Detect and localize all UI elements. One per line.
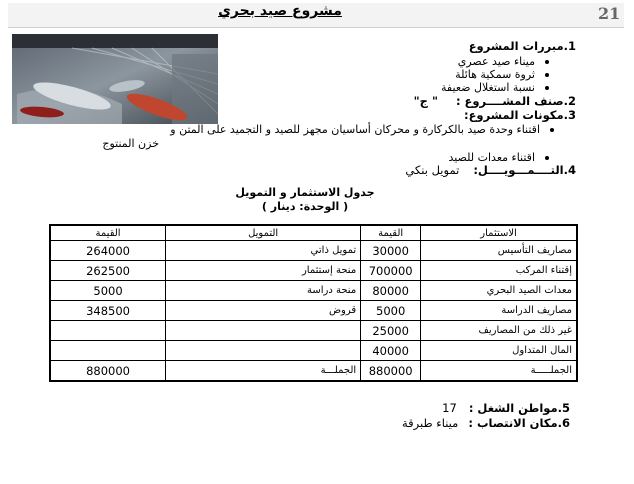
table-title: جدول الاستثمار و التمويل <box>235 186 375 199</box>
cell-financing: منحة دراسة <box>166 281 361 301</box>
cell-investment: مصاريف الدراسة <box>421 301 577 321</box>
table-row <box>50 241 577 261</box>
bullet-icon <box>545 73 549 77</box>
section4-value: تمويل بنكي <box>405 163 460 177</box>
section3-item-1: اقتناء وحدة صيد بالكركارة و محركان أساسيان مجهز للصيد و التجميد على المتن و <box>170 123 554 136</box>
investment-financing-table <box>49 224 578 382</box>
cell-financing: الجملـــة <box>166 361 361 382</box>
header-fin-value: القيمة <box>50 225 166 241</box>
section6 <box>402 416 570 430</box>
cell-investment: إقتناء المركب <box>421 261 577 281</box>
cell-financing: قروض <box>166 301 361 321</box>
cell-investment: معدات الصيد البحري <box>421 281 577 301</box>
section1-item-3: نسبة استغلال ضعيفة <box>441 81 549 94</box>
section6-heading: 6.مكان الانتصاب : <box>468 416 570 430</box>
section3-item-2: اقتناء معدات للصيد <box>449 151 549 164</box>
section3-heading: 3.مكونات المشروع: <box>463 108 576 122</box>
cell-fin-value: 5000 <box>50 281 166 301</box>
header-investment: الاستثمار <box>421 225 577 241</box>
bullet-icon <box>545 156 549 160</box>
section4-heading: 4.التــــمـــويــــل: <box>473 163 576 177</box>
header-financing: التمويل <box>166 225 361 241</box>
section1-item-2: ثروة سمكية هائلة <box>455 68 549 81</box>
section1-item-1: ميناء صيد عصري <box>458 55 549 68</box>
cell-investment: مصاريف التأسيس <box>421 241 577 261</box>
section2-heading: 2.صنف المشــــروع : <box>455 94 576 108</box>
cell-financing <box>166 321 361 341</box>
section2 <box>414 94 576 108</box>
table-row <box>50 281 577 301</box>
cell-investment: غير ذلك من المصاريف <box>421 321 577 341</box>
cell-investment: المال المتداول <box>421 341 577 361</box>
table-row <box>50 261 577 281</box>
table-header-row <box>50 225 577 241</box>
section6-value: ميناء طبرقة <box>402 416 459 430</box>
cell-inv-value: 80000 <box>361 281 421 301</box>
cell-inv-value: 700000 <box>361 261 421 281</box>
section4 <box>405 163 576 177</box>
cell-fin-value: 264000 <box>50 241 166 261</box>
cell-financing: تمويل ذاتي <box>166 241 361 261</box>
cell-financing: منحة إستثمار <box>166 261 361 281</box>
cell-fin-value <box>50 321 166 341</box>
bullet-icon <box>545 86 549 90</box>
fishing-photo <box>12 34 218 124</box>
section3-item-1-cont: خزن المنتوج <box>102 137 159 150</box>
cell-investment: الجملـــــة <box>421 361 577 382</box>
section2-value: " ج" <box>413 94 438 108</box>
section1-heading: 1.مبررات المشروع <box>468 39 576 53</box>
cell-fin-value: 262500 <box>50 261 166 281</box>
cell-inv-value: 880000 <box>361 361 421 382</box>
table-unit: ( الوحدة: دينار ) <box>261 200 349 213</box>
cell-inv-value: 30000 <box>361 241 421 261</box>
header-inv-value: القيمة <box>361 225 421 241</box>
bullet-icon <box>550 128 554 132</box>
table-row <box>50 341 577 361</box>
page-number: 21 <box>598 4 621 23</box>
page-title: مشروع صيد بحري <box>218 3 342 19</box>
cell-fin-value: 880000 <box>50 361 166 382</box>
cell-financing <box>166 341 361 361</box>
section5 <box>442 401 570 415</box>
section5-value: 17 <box>442 401 457 415</box>
cell-inv-value: 40000 <box>361 341 421 361</box>
table-row <box>50 301 577 321</box>
fish-catch-image <box>12 34 218 124</box>
section5-heading: 5.مواطن الشغل : <box>468 401 570 415</box>
cell-fin-value <box>50 341 166 361</box>
cell-fin-value: 348500 <box>50 301 166 321</box>
cell-inv-value: 25000 <box>361 321 421 341</box>
table-row <box>50 321 577 341</box>
bullet-icon <box>545 60 549 64</box>
cell-inv-value: 5000 <box>361 301 421 321</box>
table-row <box>50 361 577 382</box>
